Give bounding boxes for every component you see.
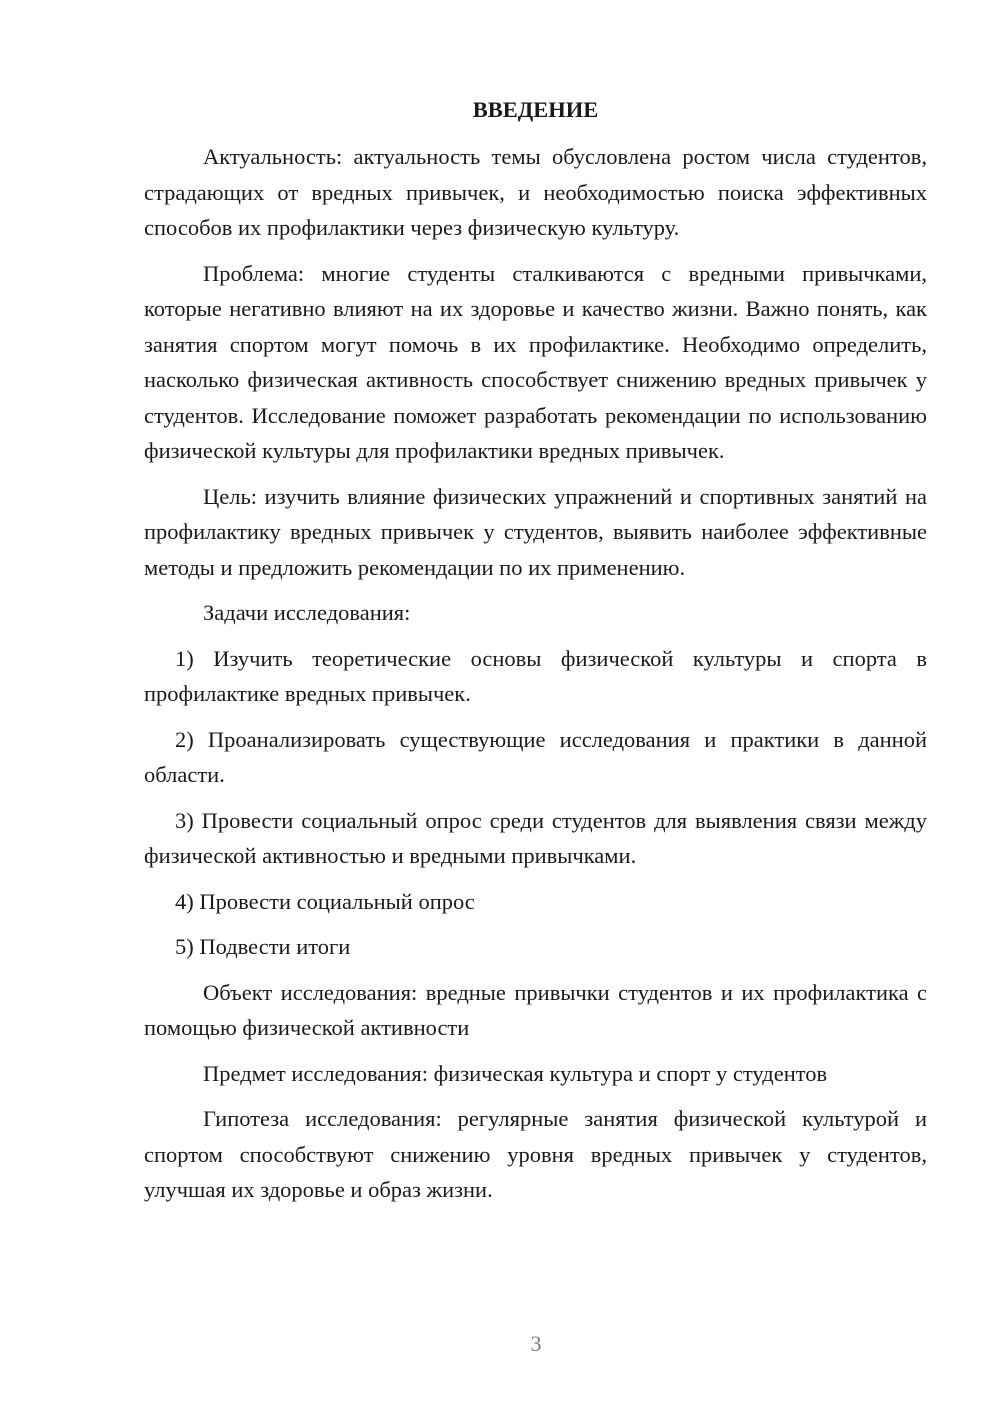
- goal-paragraph: Цель: изучить влияние физических упражнений и спортивных занятий на профилактику вредных привычек у студентов, выявить наиболее эффективные методы и предложить рекомендации по их применению.: [144, 483, 927, 580]
- section-title: ВВЕДЕНИЕ: [472, 97, 599, 122]
- relevance-paragraph: Актуальность: актуальность темы обусловлена ростом числа студентов, страдающих от вредных привычек, и необходимостью поиска эффективных способов их профилактики через физическую культуру.: [144, 144, 927, 240]
- task-item-4: 4) Провести социальный опрос: [175, 888, 475, 914]
- task-item-5: 5) Подвести итоги: [175, 934, 351, 959]
- task-item-1: 1) Изучить теоретические основы физической культуры и спорта в профилактике вредных привычек.: [144, 645, 927, 706]
- tasks-heading: Задачи исследования:: [203, 600, 411, 625]
- page-number: 3: [530, 1331, 542, 1356]
- subject-paragraph: Предмет исследования: физическая культура и спорт у студентов: [203, 1060, 828, 1086]
- document-page: [144, 92, 927, 1218]
- object-paragraph: Объект исследования: вредные привычки студентов и их профилактика с помощью физической активности: [144, 979, 927, 1040]
- task-item-2: 2) Проанализировать существующие исследования и практики в данной области.: [144, 726, 927, 787]
- hypothesis-paragraph: Гипотеза исследования: регулярные занятия физической культурой и спортом способствуют снижению уровня вредных привычек у студентов, улучшая их здоровье и образ жизни.: [144, 1106, 927, 1202]
- task-item-3: 3) Провести социальный опрос среди студентов для выявления связи между физической активностью и вредными привычками.: [144, 807, 927, 868]
- problem-paragraph: Проблема: многие студенты сталкиваются с вредными привычками, которые негативно влияют на их здоровье и качество жизни. Важно понять, как занятия спортом могут помочь в их профилактике. Необходимо определить, насколько физическая активность способствует снижению вредных привычек у студентов. Исследование поможет разработать рекомендации по использованию физической культуры для профилактики вредных привычек.: [144, 260, 927, 463]
